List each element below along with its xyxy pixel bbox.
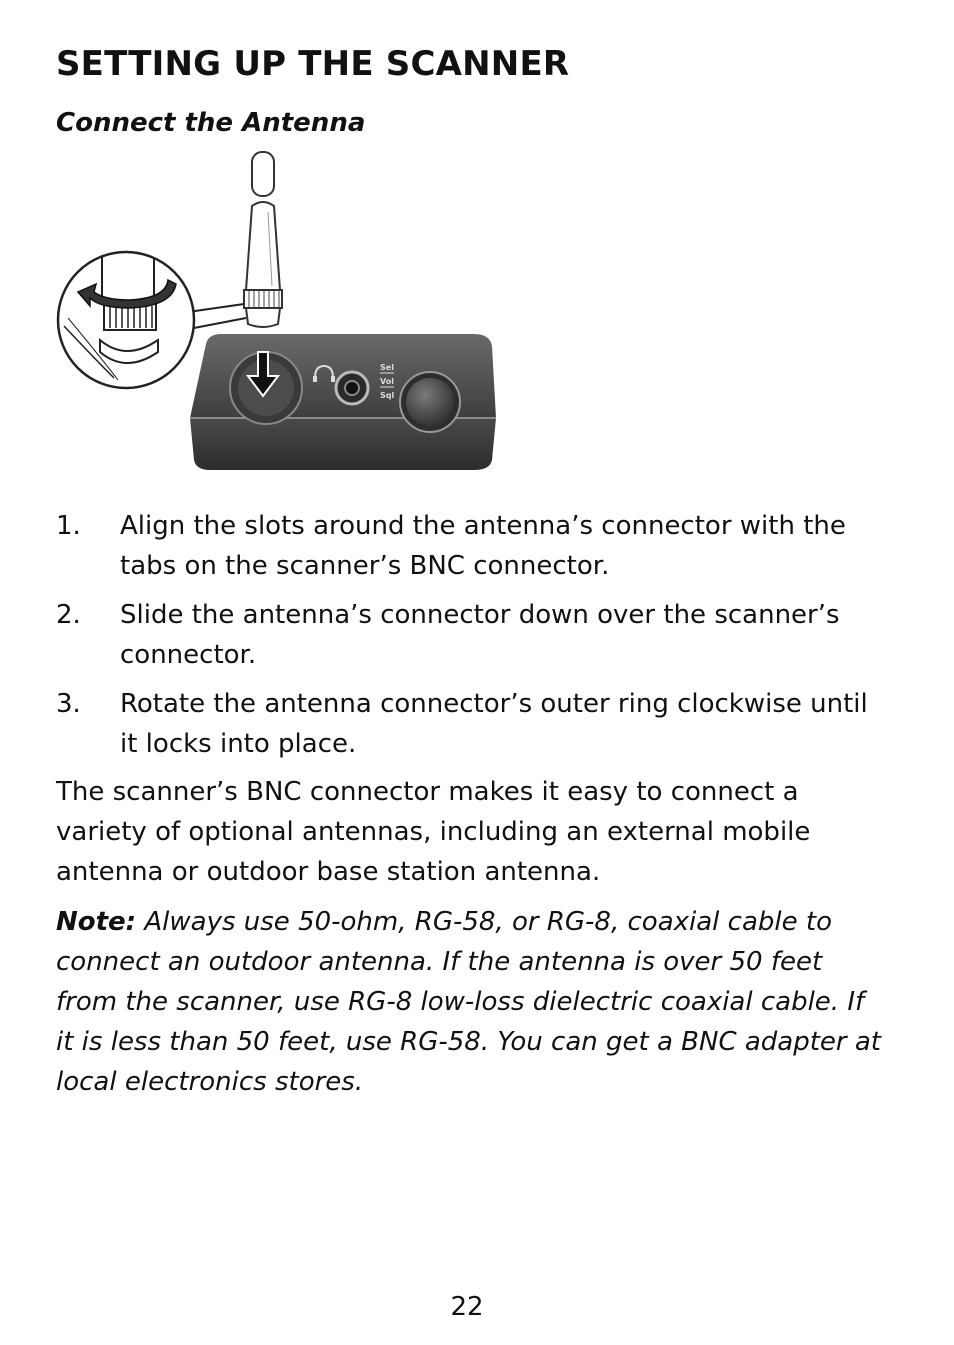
- callout-lines: [188, 304, 246, 328]
- section-title: Connect the Antenna: [56, 108, 366, 138]
- bnc-description-paragraph: The scanner’s BNC connector makes it easy to connect a variety of optional antennas, including an external mobile antenna or outdoor base station antenna.: [56, 777, 811, 887]
- list-item: [56, 506, 876, 586]
- step-number: 3.: [56, 689, 81, 719]
- step-text: Rotate the antenna connector’s outer ring clockwise until it locks into place.: [120, 689, 868, 759]
- knob-label-sel: Sel: [380, 363, 394, 372]
- antenna-connection-illustration: [54, 148, 500, 476]
- note-label: Note:: [56, 907, 137, 937]
- antenna-icon: [244, 152, 282, 327]
- note-paragraph: [56, 902, 886, 1102]
- page-title: SETTING UP THE SCANNER: [56, 44, 570, 84]
- page-number: 22: [450, 1292, 484, 1322]
- step-number: 1.: [56, 511, 81, 541]
- list-item: [56, 595, 876, 675]
- knob-labels: [380, 363, 394, 400]
- note-text: Always use 50-ohm, RG-58, or RG-8, coaxial cable to connect an outdoor antenna. If the antenna is over 50 feet from the scanner, use RG-8 low-loss dielectric coaxial cable. If it is less than 50 feet, use RG-58. You can get a BNC adapter at local electronics stores.: [56, 907, 882, 1097]
- step-text: Align the slots around the antenna’s connector with the tabs on the scanner’s BNC connector.: [120, 511, 846, 581]
- sel-vol-sql-knob-icon: [400, 372, 460, 432]
- knob-label-sql: Sql: [380, 391, 395, 400]
- list-item: [56, 684, 876, 764]
- step-text: Slide the antenna’s connector down over the scanner’s connector.: [120, 600, 840, 670]
- bnc-connector-closeup-icon: [58, 252, 194, 388]
- step-number: 2.: [56, 600, 81, 630]
- instruction-steps: [56, 506, 876, 773]
- headphone-jack: [336, 372, 368, 404]
- knob-label-vol: Vol: [380, 377, 394, 386]
